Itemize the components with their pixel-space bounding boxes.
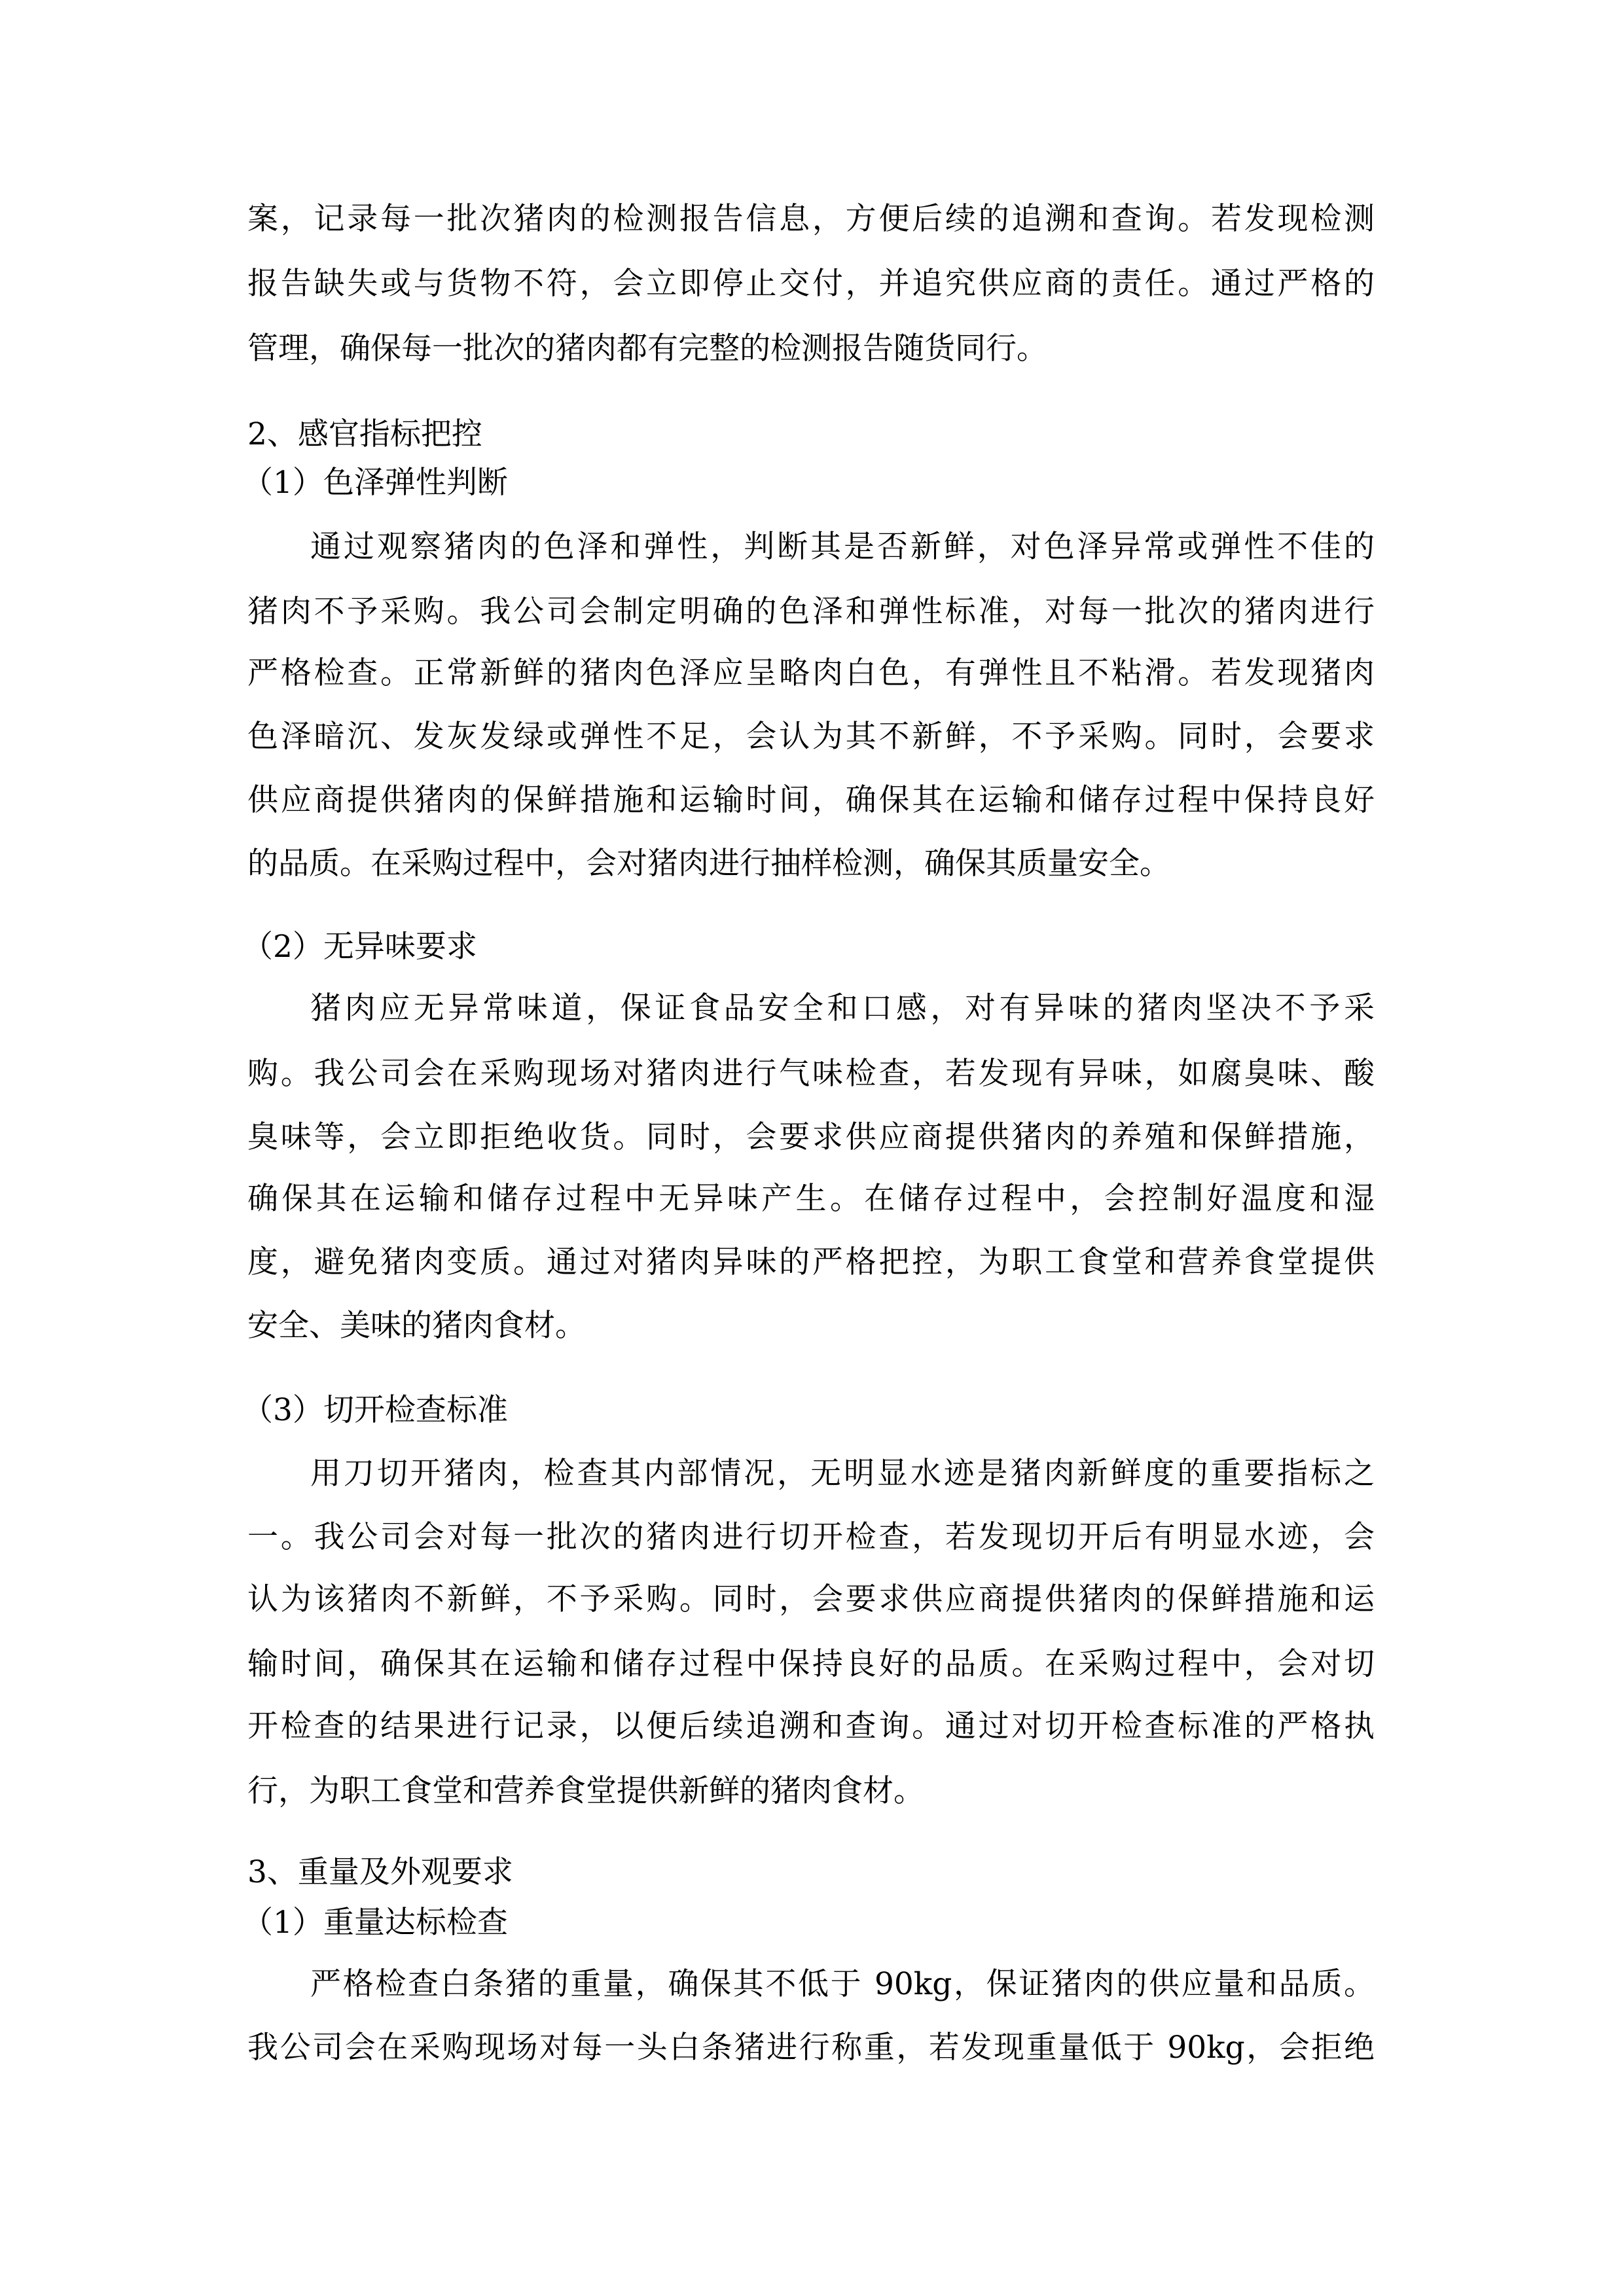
paragraph-line: 的品质。在采购过程中，会对猪肉进行抽样检测，确保其质量安全。 — [247, 846, 1170, 882]
paragraph-line: 臭味等，会立即拒绝收货。同时，会要求供应商提供猪肉的养殖和保鲜措施， — [247, 1119, 1375, 1155]
subsection-heading: （1）重量达标检查 — [242, 1905, 508, 1941]
paragraph-line: 严格检查。正常新鲜的猪肉色泽应呈略肉白色，有弹性且不粘滑。若发现猪肉 — [247, 655, 1375, 691]
paragraph-line: 开检查的结果进行记录，以便后续追溯和查询。通过对切开检查标准的严格执 — [247, 1708, 1375, 1744]
paragraph-line: 购。我公司会在采购现场对猪肉进行气味检查，若发现有异味，如腐臭味、酸 — [247, 1056, 1375, 1092]
paragraph-line: 用刀切开猪肉，检查其内部情况，无明显水迹是猪肉新鲜度的重要指标之 — [310, 1456, 1375, 1492]
paragraph-line: 案，记录每一批次猪肉的检测报告信息，方便后续的追溯和查询。若发现检测 — [247, 201, 1375, 237]
paragraph-line: 猪肉不予采购。我公司会制定明确的色泽和弹性标准，对每一批次的猪肉进行 — [247, 594, 1375, 630]
paragraph-line: 输时间，确保其在运输和储存过程中保持良好的品质。在采购过程中，会对切 — [247, 1646, 1375, 1682]
paragraph-line: 严格检查白条猪的重量，确保其不低于 90kg，保证猪肉的供应量和品质。 — [310, 1966, 1375, 2002]
paragraph-line: 报告缺失或与货物不符，会立即停止交付，并追究供应商的责任。通过严格的 — [247, 266, 1375, 302]
section-heading: 2、感官指标把控 — [247, 416, 482, 452]
paragraph-line: 一。我公司会对每一批次的猪肉进行切开检查，若发现切开后有明显水迹，会 — [247, 1519, 1375, 1555]
paragraph-line: 管理，确保每一批次的猪肉都有完整的检测报告随货同行。 — [247, 331, 1047, 367]
section-heading: 3、重量及外观要求 — [247, 1854, 513, 1890]
paragraph-line: 供应商提供猪肉的保鲜措施和运输时间，确保其在运输和储存过程中保持良好 — [247, 782, 1375, 818]
subsection-heading: （2）无异味要求 — [242, 929, 477, 965]
paragraph-line: 猪肉应无异常味道，保证食品安全和口感，对有异味的猪肉坚决不予采 — [310, 990, 1375, 1026]
paragraph-line: 行，为职工食堂和营养食堂提供新鲜的猪肉食材。 — [247, 1773, 924, 1809]
paragraph-line: 色泽暗沉、发灰发绿或弹性不足，会认为其不新鲜，不予采购。同时，会要求 — [247, 719, 1375, 755]
subsection-heading: （1）色泽弹性判断 — [242, 465, 508, 501]
paragraph-line: 度，避免猪肉变质。通过对猪肉异味的严格把控，为职工食堂和营养食堂提供 — [247, 1244, 1375, 1280]
paragraph-line: 确保其在运输和储存过程中无异味产生。在储存过程中，会控制好温度和湿 — [247, 1181, 1375, 1217]
subsection-heading: （3）切开检查标准 — [242, 1392, 508, 1428]
paragraph-line: 认为该猪肉不新鲜，不予采购。同时，会要求供应商提供猪肉的保鲜措施和运 — [247, 1581, 1375, 1617]
paragraph-line: 通过观察猪肉的色泽和弹性，判断其是否新鲜，对色泽异常或弹性不佳的 — [310, 529, 1375, 565]
paragraph-line: 我公司会在采购现场对每一头白条猪进行称重，若发现重量低于 90kg，会拒绝 — [247, 2030, 1375, 2066]
paragraph-line: 安全、美味的猪肉食材。 — [247, 1308, 586, 1344]
